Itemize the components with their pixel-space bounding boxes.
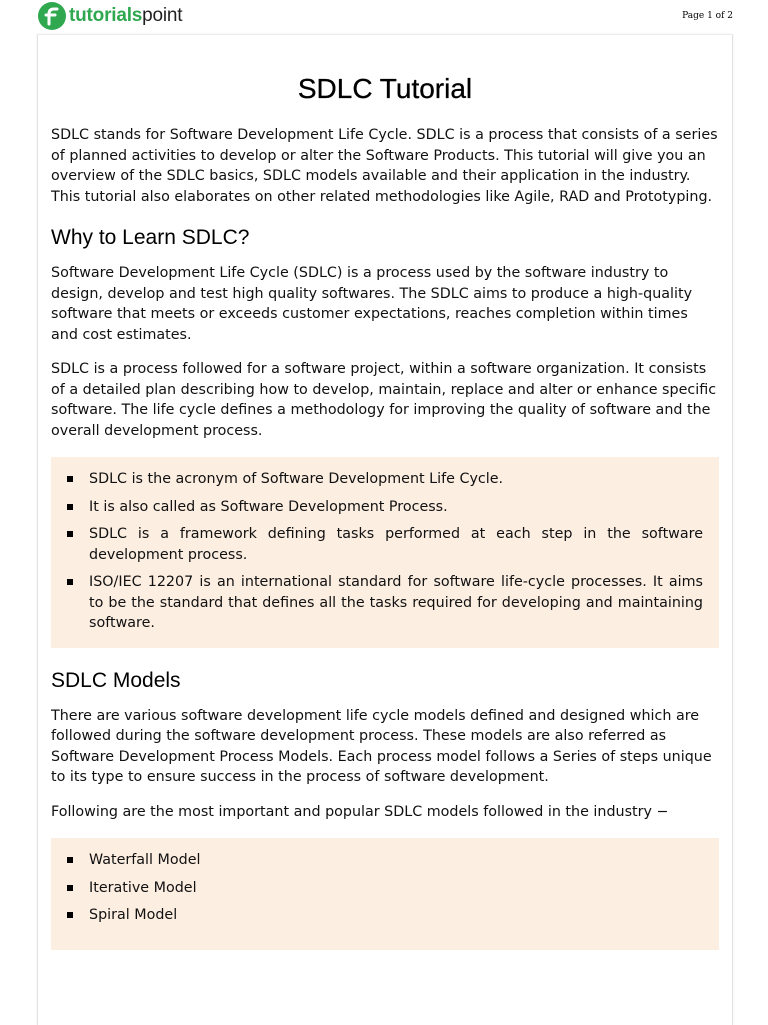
list-item: Iterative Model — [67, 878, 703, 899]
list-item: It is also called as Software Development Process. — [67, 497, 703, 518]
intro-paragraph: SDLC stands for Software Development Life Cycle. SDLC is a process that consists of a series of planned activities to develop or alter the Software Products. This tutorial will give you an overview of the SDLC basics, SDLC models available and their application in the industry. This tutorial also elaborates on other related methodologies like Agile, RAD and Prototyping. — [51, 127, 718, 205]
square-bullet-icon — [67, 885, 73, 891]
paragraph: Following are the most important and popular SDLC models followed in the industry − — [51, 803, 669, 820]
list-item: Spiral Model — [67, 905, 703, 926]
tutorialspoint-logo[interactable] — [38, 2, 182, 30]
square-bullet-icon — [67, 476, 73, 482]
page-title: SDLC Tutorial — [297, 73, 473, 104]
list-item: SDLC is the acronym of Software Development Life Cycle. — [67, 469, 703, 490]
list-item: SDLC is a framework defining tasks performed at each step in the software development process. — [67, 524, 703, 565]
section-heading-sdlc-models: SDLC Models — [51, 668, 181, 692]
page-indicator: Page 1 of 2 — [682, 11, 733, 21]
paragraph: There are various software development life cycle models defined and designed which are followed during the software development process. These models are also referred as Software Development Process Models. Each process model follows a Series of steps unique to its type to ensure success in the process of software development. — [51, 707, 712, 785]
key-points-box — [51, 457, 719, 648]
models-list — [67, 850, 703, 926]
article-content — [51, 60, 719, 970]
models-box — [51, 838, 719, 950]
key-points-list — [67, 469, 703, 634]
logo-text: tutorialspoint — [69, 5, 183, 26]
list-item: ISO/IEC 12207 is an international standard for software life-cycle processes. It aims to be the standard that defines all the tasks required for developing and maintaining software. — [67, 572, 703, 634]
square-bullet-icon — [67, 579, 73, 585]
section-heading-why-learn: Why to Learn SDLC? — [51, 226, 250, 249]
page-header — [0, 0, 768, 34]
square-bullet-icon — [67, 531, 73, 537]
paragraph: Software Development Life Cycle (SDLC) is a process used by the software industry to design, develop and test high quality softwares. The SDLC aims to produce a high-quality software that meets or exceeds customer expectations, reaches completion within times and cost estimates. — [51, 265, 693, 343]
square-bullet-icon — [67, 912, 73, 918]
logo-icon — [38, 2, 66, 30]
square-bullet-icon — [67, 857, 73, 863]
list-item: Waterfall Model — [67, 850, 703, 871]
square-bullet-icon — [67, 504, 73, 510]
paragraph: SDLC is a process followed for a software project, within a software organization. It consists of a detailed plan describing how to develop, maintain, replace and alter or enhance specific software. The life cycle defines a methodology for improving the quality of software and the overall development process. — [51, 361, 717, 439]
